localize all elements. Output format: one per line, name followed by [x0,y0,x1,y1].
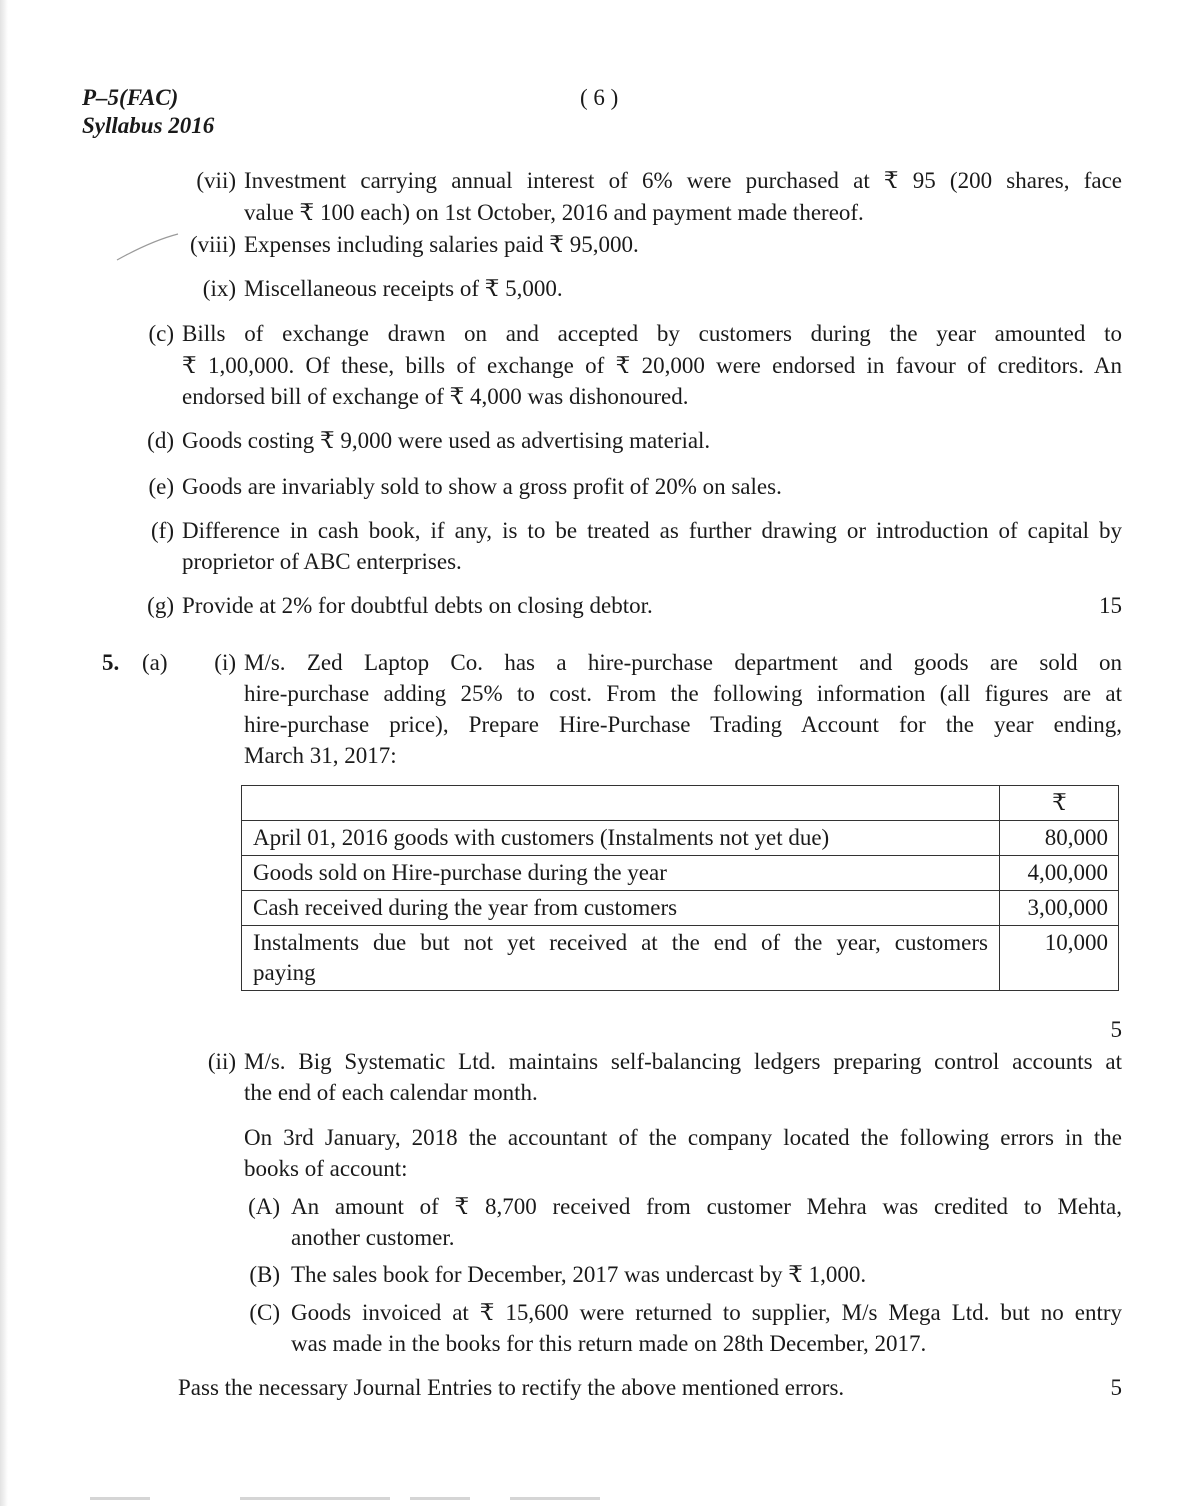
error-b-label: (B) [249,1262,280,1287]
sub-ii-label: (ii) [207,1049,236,1074]
table-cell-amount: 3,00,000 [1000,891,1119,926]
error-a-label: (A) [248,1194,280,1219]
sub-i-line2: hire-purchase adding 25% to cost. From the following information (all figures are at [244,681,1122,706]
page-number: ( 6 ) [580,85,619,110]
table-row [242,926,1119,991]
item-g-text: Provide at 2% for doubtful debts on closing debtor. [182,593,653,618]
question-5-number: 5. [102,650,120,675]
scan-bottom-artifacts [90,1497,1090,1501]
sub-ii-line2: the end of each calendar month. [244,1080,538,1105]
syllabus-label: Syllabus 2016 [82,113,215,138]
item-e-text: Goods are invariably sold to show a gross profit of 20% on sales. [182,474,782,499]
item-g-label: (g) [147,593,174,618]
sub-ii-marks: 5 [1110,1375,1122,1400]
table-cell-particular: Cash received during the year from customers [242,891,1000,926]
table-cell-amount: 4,00,000 [1000,856,1119,891]
table-header-currency: ₹ [1000,786,1119,821]
paper-header [82,84,214,140]
item-d-label: (d) [147,428,174,453]
sub-ii-line1: M/s. Big Systematic Ltd. maintains self-balancing ledgers preparing control accounts at [244,1049,1122,1074]
table-row [242,891,1119,926]
item-f-line2: proprietor of ABC enterprises. [182,549,462,574]
table-cell-particular-line1: Instalments due but not yet received at the end of the year, customers [253,930,988,955]
sub-i-line1: M/s. Zed Laptop Co. has a hire-purchase department and goods are sold on [244,650,1122,675]
table-cell-particular: Goods sold on Hire-purchase during the year [242,856,1000,891]
error-c-line1: Goods invoiced at ₹ 15,600 were returned to supplier, M/s Mega Ltd. but no entry [291,1300,1122,1325]
item-vii-line2: value ₹ 100 each) on 1st October, 2016 and payment made thereof. [244,200,864,225]
error-a-line2: another customer. [291,1225,455,1250]
sub-i-marks: 5 [1110,1017,1122,1042]
paper-code: P–5(FAC) [82,85,179,110]
item-vii-line1: Investment carrying annual interest of 6% were purchased at ₹ 95 (200 shares, face [244,168,1122,193]
item-viii-label: (viii) [190,232,236,257]
item-c-line3: endorsed bill of exchange of ₹ 4,000 was dishonoured. [182,384,689,409]
sub-ii-para-line2: books of account: [244,1156,408,1181]
error-c-label: (C) [249,1300,280,1325]
item-c-label: (c) [148,321,174,346]
table-row [242,856,1119,891]
error-c-line2: was made in the books for this return made on 28th December, 2017. [291,1331,927,1356]
sub-ii-para-line1: On 3rd January, 2018 the accountant of the company located the following errors in the [244,1125,1122,1150]
table-cell-particular: April 01, 2016 goods with customers (Instalments not yet due) [242,821,1000,856]
item-d-text: Goods costing ₹ 9,000 were used as advertising material. [182,428,711,453]
item-vii-label: (vii) [196,168,236,193]
sub-i-line3: hire-purchase price), Prepare Hire-Purchase Trading Account for the year ending, [244,712,1122,737]
item-viii-text: Expenses including salaries paid ₹ 95,000. [244,232,639,257]
item-ix-label: (ix) [202,276,236,301]
sub-i-line4: March 31, 2017: [244,743,397,768]
question-5-part-a: (a) [142,650,168,675]
item-c-line1: Bills of exchange drawn on and accepted by customers during the year amounted to [182,321,1122,346]
item-f-line1: Difference in cash book, if any, is to be treated as further drawing or introduction of capital by [182,518,1122,543]
item-f-label: (f) [151,518,174,543]
hire-purchase-data-table [241,785,1119,991]
item-g-marks: 15 [1099,593,1122,618]
table-header-row [242,786,1119,821]
scan-edge-shadow [0,0,8,1506]
item-ix-text: Miscellaneous receipts of ₹ 5,000. [244,276,563,301]
error-a-line1: An amount of ₹ 8,700 received from customer Mehra was credited to Mehta, [291,1194,1122,1219]
table-row [242,821,1119,856]
instruction-text: Pass the necessary Journal Entries to rectify the above mentioned errors. [178,1375,845,1400]
table-cell-particular [242,926,1000,991]
table-header-particulars [242,786,1000,821]
item-e-label: (e) [148,474,174,499]
error-b-text: The sales book for December, 2017 was undercast by ₹ 1,000. [291,1262,867,1287]
table-cell-amount: 80,000 [1000,821,1119,856]
table-cell-particular-line2: paying [253,960,316,985]
table-cell-amount: 10,000 [1000,926,1119,991]
sub-i-label: (i) [214,650,236,675]
item-c-line2: ₹ 1,00,000. Of these, bills of exchange of ₹ 20,000 were endorsed in favour of creditors. An [182,353,1122,378]
